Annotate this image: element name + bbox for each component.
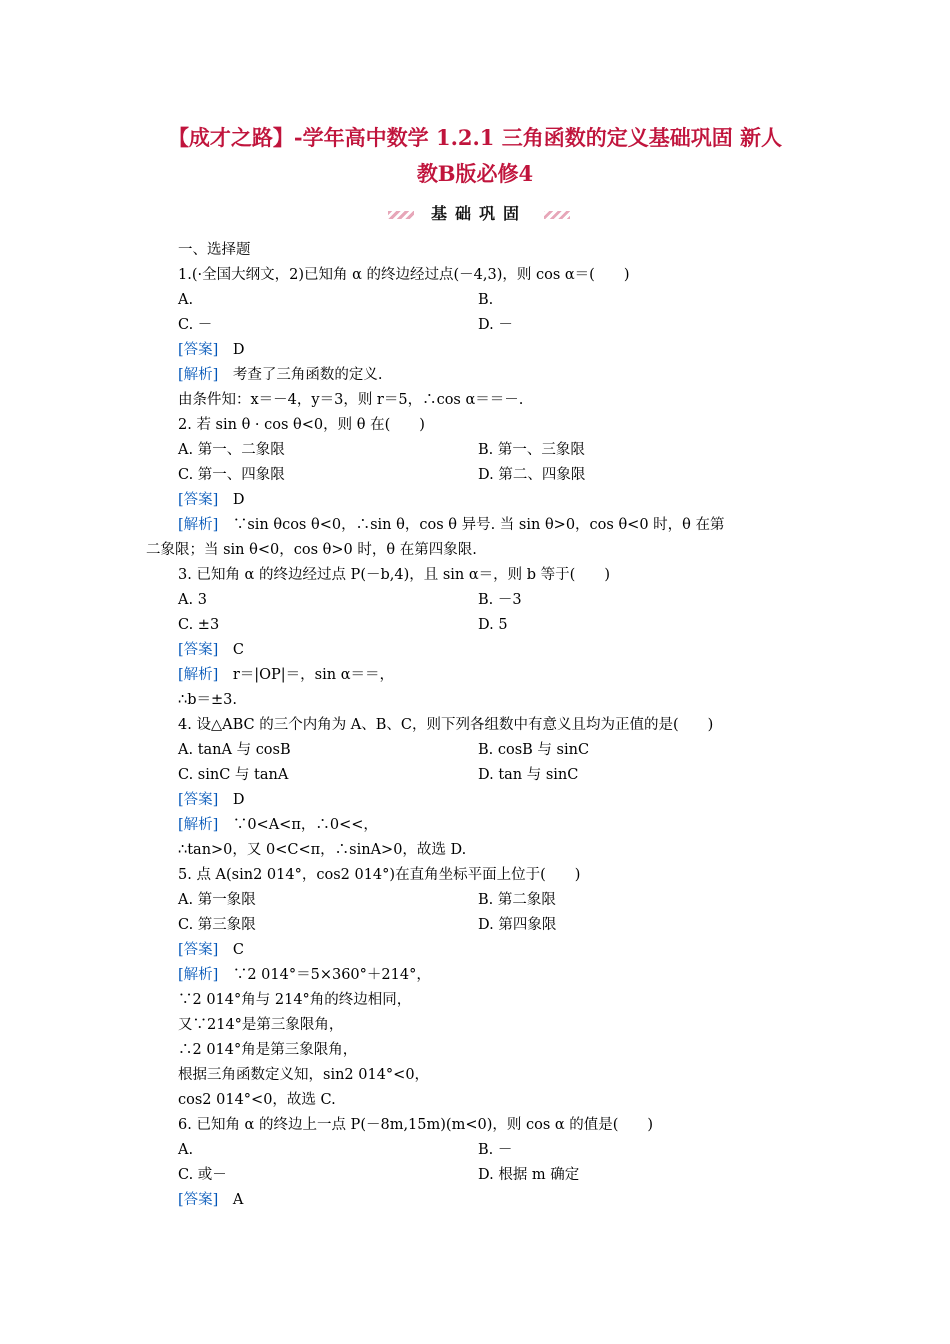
line-text: C. 或－ — [178, 1167, 227, 1183]
text-line — [178, 688, 237, 713]
text-line — [178, 788, 244, 813]
text-line — [478, 588, 522, 613]
text-line — [178, 1138, 193, 1163]
text-line — [478, 738, 589, 763]
line-text: A. — [178, 1142, 194, 1158]
line-text: A. — [178, 292, 194, 308]
text-line — [178, 938, 244, 963]
text-line — [178, 1113, 653, 1138]
answer-tag: [答案] — [178, 642, 219, 658]
text-line — [178, 563, 610, 588]
line-text: C. sinC 与 tanA — [178, 767, 289, 783]
line-text: 由条件知：x＝－4，y＝3，则 r＝5，∴cos α＝＝－. — [178, 392, 524, 408]
line-text: B. － — [478, 1142, 513, 1158]
line-text: A. 第一、二象限 — [178, 442, 285, 458]
text-line — [178, 263, 629, 288]
text-line — [478, 463, 585, 488]
line-text: C. 第一、四象限 — [178, 467, 285, 483]
answer-tag: [答案] — [178, 342, 219, 358]
line-text: D — [218, 792, 245, 808]
line-text: A. 第一象限 — [178, 892, 256, 908]
line-text: C. 第三象限 — [178, 917, 256, 933]
line-text: ∵sin θcos θ<0，∴sin θ，cos θ 异号. 当 sin θ>0，cos θ<0 时，θ 在第 — [218, 517, 725, 533]
line-text: 1.(·全国大纲文，2)已知角 α 的终边经过点(－4,3)，则 cos α＝( ) — [178, 267, 630, 283]
text-line — [478, 313, 513, 338]
text-line — [478, 888, 556, 913]
text-line — [478, 1163, 579, 1188]
line-text: C — [218, 642, 244, 658]
text-line — [178, 1063, 429, 1088]
text-line — [478, 913, 556, 938]
text-line — [178, 663, 394, 688]
text-line — [178, 488, 244, 513]
answer-tag: [答案] — [178, 792, 219, 808]
line-text: D. 第四象限 — [478, 917, 557, 933]
text-line — [178, 1088, 336, 1113]
line-text: C — [218, 942, 244, 958]
line-text: D — [218, 492, 245, 508]
line-text: ∵0<A<π，∴0<<， — [218, 817, 378, 833]
line-text: 考查了三角函数的定义. — [218, 367, 383, 383]
line-text: B. 第二象限 — [478, 892, 556, 908]
text-line — [178, 913, 256, 938]
line-text: D. 5 — [478, 617, 508, 633]
line-text: cos2 014°<0，故选 C. — [178, 1092, 336, 1108]
line-text: D — [218, 342, 245, 358]
text-line — [178, 1013, 343, 1038]
title-line-1: 【成才之路】-学年高中数学 1.2.1 三角函数的定义基础巩固 新人 — [167, 125, 783, 150]
text-line — [178, 838, 466, 863]
line-text: 二象限；当 sin θ<0，cos θ>0 时，θ 在第四象限. — [146, 542, 477, 558]
text-line — [178, 288, 193, 313]
text-line — [178, 1188, 243, 1213]
text-line — [478, 763, 578, 788]
line-text: 4. 设△ABC 的三个内角为 A、B、C，则下列各组数中有意义且均为正值的是( ) — [178, 717, 714, 733]
text-line — [178, 613, 219, 638]
line-text: D. － — [478, 317, 513, 333]
line-text: ∵2 014°角与 214°角的终边相同， — [178, 992, 412, 1008]
line-text: A. tanA 与 cosB — [178, 742, 291, 758]
text-line — [178, 338, 244, 363]
section-banner — [388, 202, 570, 226]
text-line — [178, 363, 382, 388]
line-text: B. －3 — [478, 592, 522, 608]
line-text: C. － — [178, 317, 213, 333]
text-line — [178, 963, 431, 988]
line-text: ∵2 014°＝5×360°＋214°， — [218, 967, 431, 983]
text-line — [178, 888, 256, 913]
text-line — [178, 313, 212, 338]
analysis-tag: [解析] — [178, 367, 219, 383]
text-line — [478, 288, 493, 313]
line-text: D. 第二、四象限 — [478, 467, 586, 483]
page-title — [140, 120, 810, 192]
line-text: C. ±3 — [178, 617, 220, 633]
line-text: B. cosB 与 sinC — [478, 742, 590, 758]
banner-label: 基础巩固 — [414, 202, 544, 226]
text-line — [178, 513, 725, 538]
text-line — [178, 588, 207, 613]
text-line — [178, 438, 285, 463]
text-line — [178, 463, 285, 488]
text-line — [178, 738, 291, 763]
text-line — [178, 388, 523, 413]
line-text: 6. 已知角 α 的终边上一点 P(－8m,15m)(m<0)，则 cos α 的值是( ) — [178, 1117, 654, 1133]
analysis-tag: [解析] — [178, 817, 219, 833]
answer-tag: [答案] — [178, 942, 219, 958]
text-line — [146, 538, 477, 563]
line-text: 一、选择题 — [178, 242, 251, 258]
title-line-2: 教B版必修4 — [416, 161, 534, 186]
analysis-tag: [解析] — [178, 517, 219, 533]
line-text: 根据三角函数定义知，sin2 014°<0， — [178, 1067, 430, 1083]
line-text: 5. 点 A(sin2 014°，cos2 014°)在直角坐标平面上位于( ) — [178, 867, 581, 883]
text-line — [478, 438, 585, 463]
line-text: A. 3 — [178, 592, 207, 608]
line-text: ∴b＝±3. — [178, 692, 237, 708]
text-line — [178, 713, 713, 738]
line-text: B. 第一、三象限 — [478, 442, 585, 458]
line-text: r＝|OP|＝，sin α＝＝， — [218, 667, 394, 683]
text-line — [478, 1138, 512, 1163]
text-line — [178, 638, 244, 663]
line-text: ∴2 014°角是第三象限角， — [178, 1042, 358, 1058]
line-text: 3. 已知角 α 的终边经过点 P(－b,4)，且 sin α＝，则 b 等于( ) — [178, 567, 610, 583]
line-text: ∴tan>0，又 0<C<π，∴sinA>0，故选 D. — [178, 842, 467, 858]
text-line — [178, 813, 378, 838]
text-line — [178, 413, 425, 438]
line-text: A — [218, 1192, 244, 1208]
text-line — [478, 613, 508, 638]
analysis-tag: [解析] — [178, 967, 219, 983]
line-text: B. — [478, 292, 494, 308]
text-line — [178, 763, 288, 788]
text-line — [178, 238, 251, 263]
text-line — [178, 988, 411, 1013]
text-line — [178, 1038, 357, 1063]
line-text: D. 根据 m 确定 — [478, 1167, 580, 1183]
line-text: 又∵214°是第三象限角， — [178, 1017, 344, 1033]
line-text: D. tan 与 sinC — [478, 767, 579, 783]
analysis-tag: [解析] — [178, 667, 219, 683]
text-line — [178, 1163, 227, 1188]
text-line — [178, 863, 580, 888]
answer-tag: [答案] — [178, 492, 219, 508]
answer-tag: [答案] — [178, 1192, 219, 1208]
line-text: 2. 若 sin θ · cos θ<0，则 θ 在( ) — [178, 417, 425, 433]
